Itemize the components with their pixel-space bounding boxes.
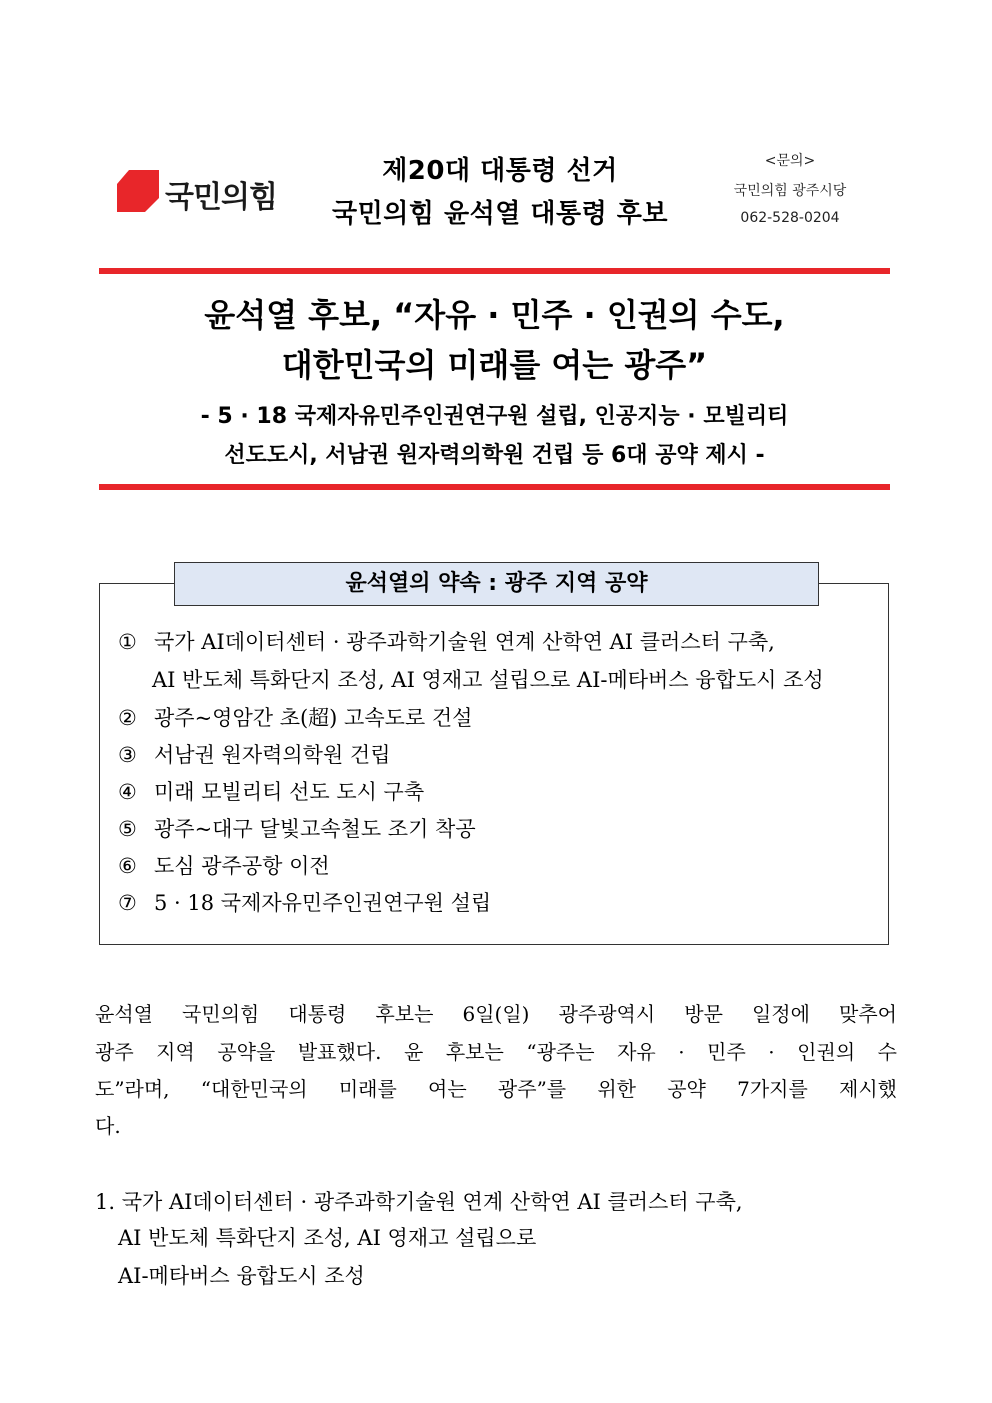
pledge-item — [118, 626, 775, 656]
pledge-number: ⑥ — [118, 854, 137, 878]
pledge-text: 국가 AI데이터센터 · 광주과학기술원 연계 산학연 AI 클러스터 구축, — [154, 630, 775, 654]
pledge-box-title: 윤석열의 약속 : 광주 지역 공약 — [174, 562, 819, 606]
party-logo-mark-icon — [115, 168, 161, 214]
pledge-text: 서남권 원자력의학원 건립 — [154, 743, 391, 767]
top-red-rule — [99, 268, 890, 274]
contact-org: 국민의힘 광주시당 — [733, 183, 847, 199]
body-paragraph-line: 윤석열 국민의힘 대통령 후보는 6일(일) 광주광역시 방문 일정에 맞추어 — [95, 1002, 897, 1026]
section-heading-line: 1. 국가 AI데이터센터 · 광주과학기술원 연계 산학연 AI 클러스터 구축, — [95, 1190, 743, 1214]
pledge-item — [118, 813, 476, 843]
pledge-number: ③ — [118, 743, 137, 767]
pledge-number: ⑤ — [118, 817, 137, 841]
pledge-item — [118, 739, 391, 769]
pledge-number: ① — [118, 630, 137, 654]
pledge-text: 미래 모빌리티 선도 도시 구축 — [154, 780, 425, 804]
headline-line1: 윤석열 후보, “자유 · 민주 · 인권의 수도, — [204, 296, 785, 334]
pledge-text: 광주~영암간 초(超) 고속도로 건설 — [154, 706, 473, 730]
pledge-text: 5 · 18 국제자유민주인권연구원 설립 — [154, 891, 492, 915]
pledge-item-continuation: AI 반도체 특화단지 조성, AI 영재고 설립으로 AI-메타버스 융합도시 조성 — [152, 668, 824, 692]
subheadline-line2: 선도도시, 서남권 원자력의학원 건립 등 6대 공약 제시 - — [224, 443, 765, 468]
contact-label: <문의> — [764, 153, 816, 169]
pledge-item — [118, 776, 424, 806]
bottom-red-rule — [99, 484, 890, 490]
pledge-item — [118, 887, 491, 917]
party-logo-text: 국민의힘 — [165, 180, 277, 215]
pledge-item — [118, 850, 330, 880]
headline-line2: 대한민국의 미래를 여는 광주” — [281, 346, 708, 384]
candidate-title: 국민의힘 윤석열 대통령 후보 — [331, 199, 669, 229]
section-heading-line: AI 반도체 특화단지 조성, AI 영재고 설립으로 — [118, 1226, 537, 1250]
party-logo — [115, 168, 295, 214]
body-paragraph-line: 광주 지역 공약을 발표했다. 윤 후보는 “광주는 자유 · 민주 · 인권의 수 — [95, 1040, 897, 1064]
body-paragraph-line: 다. — [95, 1114, 121, 1138]
body-paragraph-line: 도”라며, “대한민국의 미래를 여는 광주”를 위한 공약 7가지를 제시했 — [95, 1077, 897, 1101]
pledge-text: 도심 광주공항 이전 — [154, 854, 330, 878]
election-title: 제20대 대통령 선거 — [382, 156, 618, 186]
pledge-item — [118, 702, 472, 732]
pledge-text: 광주~대구 달빛고속철도 조기 착공 — [154, 817, 476, 841]
pledge-number: ② — [118, 706, 137, 730]
subheadline-line1: - 5 · 18 국제자유민주인권연구원 설립, 인공지능 · 모빌리티 — [200, 404, 789, 429]
contact-phone: 062-528-0204 — [740, 210, 840, 226]
pledge-number: ④ — [118, 780, 137, 804]
pledge-number: ⑦ — [118, 891, 137, 915]
section-heading-line: AI-메타버스 융합도시 조성 — [118, 1264, 365, 1288]
